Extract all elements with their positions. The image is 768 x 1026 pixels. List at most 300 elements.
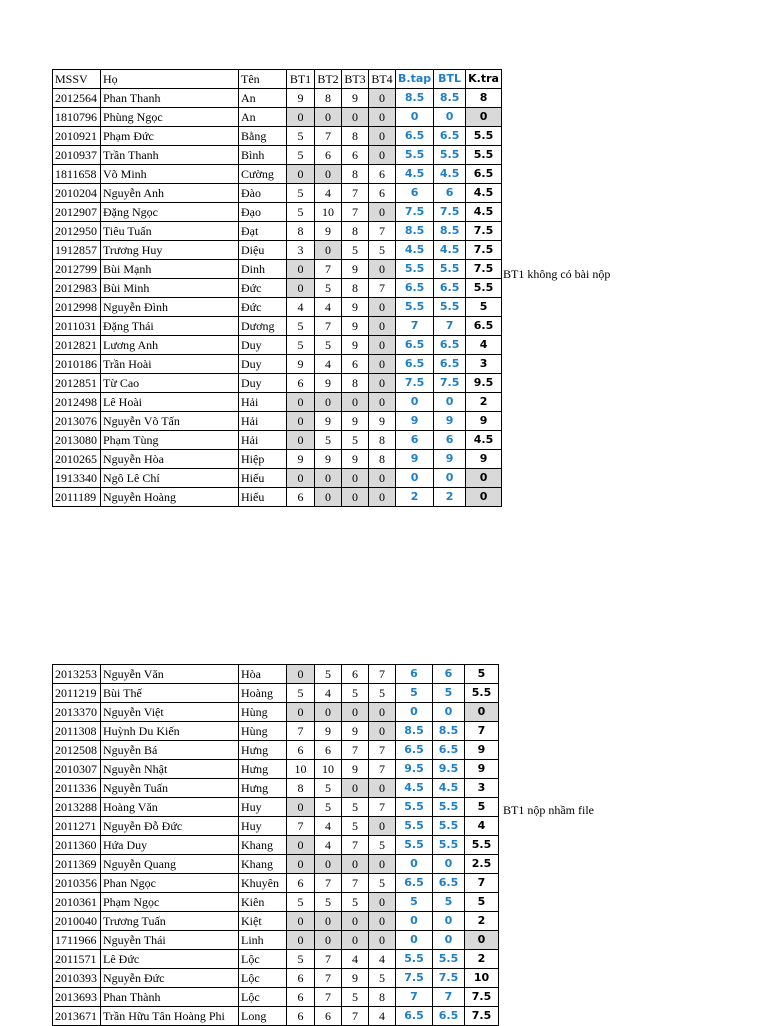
cell-mssv: 2011369	[53, 855, 101, 874]
table-row	[53, 374, 502, 393]
cell-ho: Nguyễn Võ Tấn	[101, 412, 239, 431]
cell-mssv: 2010361	[53, 893, 101, 912]
cell-bt3: 8	[342, 165, 369, 184]
cell-mssv: 2011031	[53, 317, 101, 336]
cell-bt2: 0	[315, 241, 342, 260]
cell-ho: Đặng Thái	[101, 317, 239, 336]
cell-mssv: 2012498	[53, 393, 101, 412]
cell-bt1: 5	[287, 684, 315, 703]
cell-bt2: 7	[315, 950, 342, 969]
table-row	[53, 931, 499, 950]
cell-btap: 0	[396, 855, 433, 874]
cell-btl: 8.5	[434, 89, 466, 108]
cell-bt2: 0	[315, 931, 342, 950]
cell-mssv: 2010921	[53, 127, 101, 146]
cell-mssv: 2010186	[53, 355, 101, 374]
cell-bt2: 0	[315, 469, 342, 488]
cell-bt2: 5	[315, 893, 342, 912]
cell-bt4: 7	[369, 760, 396, 779]
cell-btap: 0	[396, 469, 434, 488]
cell-btl: 5	[433, 684, 465, 703]
cell-bt1: 0	[287, 279, 315, 298]
table-row	[53, 950, 499, 969]
cell-mssv: 2010307	[53, 760, 101, 779]
table-row	[53, 665, 499, 684]
cell-bt3: 8	[342, 127, 369, 146]
cell-ktra: 5	[465, 665, 499, 684]
cell-ten: Diệu	[239, 241, 287, 260]
cell-ho: Đặng Ngọc	[101, 203, 239, 222]
header-btap: B.tap	[396, 70, 434, 89]
cell-bt1: 7	[287, 722, 315, 741]
cell-ten: Dinh	[239, 260, 287, 279]
table-row	[53, 241, 502, 260]
table-row	[53, 988, 499, 1007]
cell-ho: Trương Tuấn	[101, 912, 239, 931]
cell-btl: 0	[434, 108, 466, 127]
cell-btl: 0	[434, 393, 466, 412]
cell-btl: 7.5	[434, 203, 466, 222]
cell-bt4: 5	[369, 836, 396, 855]
cell-bt4: 0	[369, 893, 396, 912]
cell-bt2: 9	[315, 222, 342, 241]
cell-bt2: 5	[315, 431, 342, 450]
cell-bt4: 0	[369, 355, 396, 374]
cell-ktra: 9	[465, 760, 499, 779]
cell-ten: An	[239, 89, 287, 108]
cell-ten: Bình	[239, 146, 287, 165]
cell-btap: 5.5	[396, 950, 433, 969]
cell-bt2: 10	[315, 760, 342, 779]
cell-ten: Kiên	[239, 893, 287, 912]
cell-ten: Duy	[239, 355, 287, 374]
cell-ktra: 9	[466, 412, 502, 431]
cell-bt2: 0	[315, 703, 342, 722]
cell-ktra: 9	[465, 741, 499, 760]
grades-table-2	[52, 664, 499, 1026]
cell-btl: 6.5	[434, 355, 466, 374]
cell-ten: Hải	[239, 412, 287, 431]
cell-ten: Đạt	[239, 222, 287, 241]
cell-bt2: 4	[315, 836, 342, 855]
cell-bt3: 4	[342, 950, 369, 969]
cell-ten: Lộc	[239, 950, 287, 969]
cell-bt3: 0	[342, 488, 369, 507]
grades-table-1	[52, 69, 502, 507]
cell-btap: 8.5	[396, 722, 433, 741]
cell-bt3: 5	[342, 817, 369, 836]
cell-bt4: 0	[369, 298, 396, 317]
cell-bt3: 0	[342, 931, 369, 950]
cell-mssv: 1913340	[53, 469, 101, 488]
cell-ho: Bùi Minh	[101, 279, 239, 298]
cell-btl: 8.5	[434, 222, 466, 241]
cell-mssv: 2011271	[53, 817, 101, 836]
cell-btap: 6.5	[396, 355, 434, 374]
cell-ten: Hoàng	[239, 684, 287, 703]
cell-mssv: 2010040	[53, 912, 101, 931]
cell-bt1: 6	[287, 488, 315, 507]
cell-bt3: 5	[342, 431, 369, 450]
cell-ktra: 7.5	[466, 241, 502, 260]
cell-ho: Nguyễn Nhật	[101, 760, 239, 779]
cell-mssv: 2012508	[53, 741, 101, 760]
cell-btap: 9.5	[396, 760, 433, 779]
cell-ktra: 10	[465, 969, 499, 988]
cell-ten: Dương	[239, 317, 287, 336]
cell-ktra: 4.5	[466, 203, 502, 222]
cell-bt3: 5	[342, 798, 369, 817]
table-row	[53, 684, 499, 703]
cell-ho: Bùi Thế	[101, 684, 239, 703]
cell-ho: Huỳnh Du Kiến	[101, 722, 239, 741]
cell-bt1: 6	[287, 874, 315, 893]
cell-bt2: 0	[315, 108, 342, 127]
cell-btl: 7	[434, 317, 466, 336]
cell-ho: Nguyễn Quang	[101, 855, 239, 874]
cell-bt4: 0	[369, 260, 396, 279]
table-row	[53, 703, 499, 722]
cell-ho: Nguyễn Đình	[101, 298, 239, 317]
cell-ten: Hưng	[239, 760, 287, 779]
cell-ktra: 5.5	[466, 146, 502, 165]
cell-bt1: 5	[287, 893, 315, 912]
cell-bt2: 0	[315, 165, 342, 184]
cell-ktra: 2	[465, 950, 499, 969]
cell-bt2: 4	[315, 355, 342, 374]
cell-btl: 0	[433, 855, 465, 874]
table-row	[53, 165, 502, 184]
cell-bt4: 0	[369, 317, 396, 336]
cell-bt3: 9	[342, 260, 369, 279]
cell-ten: Đào	[239, 184, 287, 203]
cell-bt2: 8	[315, 89, 342, 108]
cell-mssv: 2012564	[53, 89, 101, 108]
cell-bt2: 5	[315, 779, 342, 798]
cell-ten: Bằng	[239, 127, 287, 146]
table-row	[53, 779, 499, 798]
table-row	[53, 412, 502, 431]
cell-bt1: 6	[287, 988, 315, 1007]
cell-ho: Hoàng Văn	[101, 798, 239, 817]
cell-mssv: 2011189	[53, 488, 101, 507]
cell-btap: 5	[396, 893, 433, 912]
cell-mssv: 2011219	[53, 684, 101, 703]
cell-btl: 5.5	[434, 146, 466, 165]
cell-bt4: 0	[369, 779, 396, 798]
cell-bt4: 0	[369, 703, 396, 722]
cell-ktra: 8	[466, 89, 502, 108]
cell-bt4: 0	[369, 469, 396, 488]
cell-ten: Khang	[239, 855, 287, 874]
cell-ten: Hiệp	[239, 450, 287, 469]
cell-bt3: 0	[342, 912, 369, 931]
cell-mssv: 2012983	[53, 279, 101, 298]
cell-bt4: 7	[369, 665, 396, 684]
cell-bt3: 7	[342, 741, 369, 760]
cell-bt2: 7	[315, 260, 342, 279]
cell-btl: 6	[434, 184, 466, 203]
header-ten: Tên	[239, 70, 287, 89]
cell-bt3: 9	[342, 760, 369, 779]
header-bt2: BT2	[315, 70, 342, 89]
cell-ktra: 7.5	[466, 260, 502, 279]
cell-ktra: 0	[465, 703, 499, 722]
cell-bt4: 0	[369, 912, 396, 931]
table-row	[53, 817, 499, 836]
cell-ho: Trần Hữu Tân Hoàng Phi	[101, 1007, 239, 1026]
cell-mssv: 2013671	[53, 1007, 101, 1026]
table-row	[53, 222, 502, 241]
cell-bt4: 0	[369, 817, 396, 836]
cell-btl: 9	[434, 412, 466, 431]
cell-bt3: 0	[342, 703, 369, 722]
cell-bt4: 7	[369, 222, 396, 241]
cell-mssv: 2012950	[53, 222, 101, 241]
cell-mssv: 2010265	[53, 450, 101, 469]
cell-btl: 5.5	[434, 298, 466, 317]
header-mssv: MSSV	[53, 70, 101, 89]
cell-ktra: 4.5	[466, 431, 502, 450]
cell-bt1: 8	[287, 222, 315, 241]
cell-btap: 6.5	[396, 1007, 433, 1026]
cell-bt2: 6	[315, 1007, 342, 1026]
cell-bt3: 0	[342, 779, 369, 798]
cell-bt1: 8	[287, 779, 315, 798]
cell-bt3: 6	[342, 665, 369, 684]
header-row	[53, 70, 502, 89]
cell-mssv: 1811658	[53, 165, 101, 184]
cell-bt2: 0	[315, 855, 342, 874]
cell-btap: 6.5	[396, 336, 434, 355]
cell-ho: Nguyễn Tuấn	[101, 779, 239, 798]
cell-btap: 7.5	[396, 969, 433, 988]
cell-ktra: 9	[466, 450, 502, 469]
cell-bt3: 8	[342, 374, 369, 393]
cell-bt4: 7	[369, 798, 396, 817]
cell-btap: 7.5	[396, 203, 434, 222]
cell-ho: Nguyễn Bá	[101, 741, 239, 760]
cell-bt1: 0	[287, 469, 315, 488]
cell-bt3: 9	[342, 722, 369, 741]
cell-ktra: 0	[465, 931, 499, 950]
table-row	[53, 127, 502, 146]
table-row	[53, 722, 499, 741]
cell-btl: 6.5	[434, 336, 466, 355]
cell-mssv: 1912857	[53, 241, 101, 260]
cell-ktra: 4.5	[466, 184, 502, 203]
cell-mssv: 2013370	[53, 703, 101, 722]
cell-ho: Nguyễn Thái	[101, 931, 239, 950]
cell-ho: Từ Cao	[101, 374, 239, 393]
cell-ho: Lương Anh	[101, 336, 239, 355]
table-row	[53, 431, 502, 450]
cell-bt1: 5	[287, 336, 315, 355]
cell-btap: 0	[396, 931, 433, 950]
cell-bt2: 5	[315, 798, 342, 817]
cell-btap: 5	[396, 684, 433, 703]
cell-bt2: 0	[315, 912, 342, 931]
cell-btl: 4.5	[434, 165, 466, 184]
cell-btl: 6.5	[434, 279, 466, 298]
cell-ktra: 5.5	[465, 684, 499, 703]
cell-ho: Bùi Mạnh	[101, 260, 239, 279]
table-row	[53, 108, 502, 127]
cell-btap: 4.5	[396, 165, 434, 184]
cell-ktra: 2	[466, 393, 502, 412]
cell-bt3: 7	[342, 836, 369, 855]
cell-btap: 6	[396, 184, 434, 203]
cell-bt1: 10	[287, 760, 315, 779]
cell-bt2: 4	[315, 684, 342, 703]
cell-bt1: 5	[287, 203, 315, 222]
cell-ho: Tiêu Tuấn	[101, 222, 239, 241]
cell-ho: Nguyễn Anh	[101, 184, 239, 203]
cell-bt2: 7	[315, 317, 342, 336]
cell-bt3: 9	[342, 89, 369, 108]
cell-btap: 4.5	[396, 241, 434, 260]
cell-bt3: 9	[342, 412, 369, 431]
cell-bt1: 5	[287, 950, 315, 969]
cell-btap: 6.5	[396, 127, 434, 146]
cell-ktra: 5	[466, 298, 502, 317]
cell-btap: 5.5	[396, 817, 433, 836]
cell-bt3: 6	[342, 146, 369, 165]
cell-ho: Nguyễn Hoàng	[101, 488, 239, 507]
header-bt4: BT4	[369, 70, 396, 89]
table-row	[53, 893, 499, 912]
cell-bt3: 9	[342, 317, 369, 336]
table-row	[53, 279, 502, 298]
cell-btap: 6	[396, 665, 433, 684]
cell-btap: 0	[396, 703, 433, 722]
cell-btap: 5.5	[396, 146, 434, 165]
cell-ktra: 5.5	[466, 127, 502, 146]
cell-ten: Linh	[239, 931, 287, 950]
cell-btl: 7.5	[434, 374, 466, 393]
cell-bt1: 5	[287, 184, 315, 203]
cell-bt3: 7	[342, 184, 369, 203]
cell-bt2: 4	[315, 817, 342, 836]
cell-ktra: 3	[465, 779, 499, 798]
cell-btl: 6.5	[434, 127, 466, 146]
cell-btap: 6.5	[396, 741, 433, 760]
cell-ten: Hải	[239, 431, 287, 450]
cell-bt4: 6	[369, 184, 396, 203]
table-row	[53, 336, 502, 355]
table-row	[53, 298, 502, 317]
cell-bt1: 0	[287, 798, 315, 817]
cell-bt1: 5	[287, 146, 315, 165]
cell-bt4: 8	[369, 988, 396, 1007]
cell-bt4: 0	[369, 855, 396, 874]
table-row	[53, 203, 502, 222]
cell-bt1: 0	[287, 912, 315, 931]
cell-bt1: 0	[287, 931, 315, 950]
cell-bt4: 5	[369, 969, 396, 988]
cell-bt2: 9	[315, 722, 342, 741]
cell-btl: 4.5	[434, 241, 466, 260]
cell-bt1: 0	[287, 855, 315, 874]
table-row	[53, 450, 502, 469]
cell-ktra: 0	[466, 108, 502, 127]
cell-bt3: 0	[342, 108, 369, 127]
table-row	[53, 912, 499, 931]
table-row	[53, 741, 499, 760]
cell-bt3: 7	[342, 1007, 369, 1026]
cell-bt3: 7	[342, 874, 369, 893]
cell-ho: Trần Hoài	[101, 355, 239, 374]
cell-btl: 9	[434, 450, 466, 469]
cell-btl: 7	[433, 988, 465, 1007]
cell-btl: 7.5	[433, 969, 465, 988]
cell-mssv: 2013253	[53, 665, 101, 684]
cell-bt3: 8	[342, 222, 369, 241]
cell-mssv: 1711966	[53, 931, 101, 950]
cell-bt2: 5	[315, 336, 342, 355]
cell-bt4: 0	[369, 203, 396, 222]
cell-bt4: 0	[369, 722, 396, 741]
cell-bt3: 0	[342, 393, 369, 412]
cell-ktra: 5.5	[465, 836, 499, 855]
cell-mssv: 2010937	[53, 146, 101, 165]
cell-ten: Duy	[239, 374, 287, 393]
table-row	[53, 488, 502, 507]
cell-btap: 9	[396, 412, 434, 431]
cell-bt4: 0	[369, 336, 396, 355]
cell-bt2: 6	[315, 146, 342, 165]
cell-ktra: 3	[466, 355, 502, 374]
table-row	[53, 836, 499, 855]
table-row	[53, 969, 499, 988]
cell-bt1: 0	[287, 412, 315, 431]
cell-ten: Kiệt	[239, 912, 287, 931]
cell-bt2: 4	[315, 184, 342, 203]
cell-ktra: 2	[465, 912, 499, 931]
cell-bt1: 0	[287, 431, 315, 450]
cell-btl: 5.5	[433, 836, 465, 855]
table-row	[53, 317, 502, 336]
cell-ten: Lộc	[239, 969, 287, 988]
cell-ten: Hùng	[239, 722, 287, 741]
cell-bt3: 9	[342, 450, 369, 469]
cell-bt2: 4	[315, 298, 342, 317]
cell-bt3: 6	[342, 355, 369, 374]
cell-bt2: 0	[315, 488, 342, 507]
cell-bt4: 4	[369, 950, 396, 969]
cell-bt3: 0	[342, 855, 369, 874]
table-row	[53, 355, 502, 374]
cell-btap: 6	[396, 431, 434, 450]
cell-mssv: 2013080	[53, 431, 101, 450]
cell-btl: 5.5	[433, 798, 465, 817]
cell-ktra: 7	[465, 874, 499, 893]
cell-btap: 6.5	[396, 874, 433, 893]
table-row	[53, 798, 499, 817]
table-row	[53, 760, 499, 779]
cell-bt3: 8	[342, 279, 369, 298]
cell-ho: Lê Đức	[101, 950, 239, 969]
cell-btl: 6	[433, 665, 465, 684]
cell-bt4: 0	[369, 374, 396, 393]
table-row	[53, 469, 502, 488]
cell-ten: Khuyên	[239, 874, 287, 893]
cell-ten: Huy	[239, 798, 287, 817]
cell-bt1: 0	[287, 165, 315, 184]
cell-bt1: 3	[287, 241, 315, 260]
cell-bt4: 0	[369, 931, 396, 950]
cell-ho: Phạm Ngọc	[101, 893, 239, 912]
